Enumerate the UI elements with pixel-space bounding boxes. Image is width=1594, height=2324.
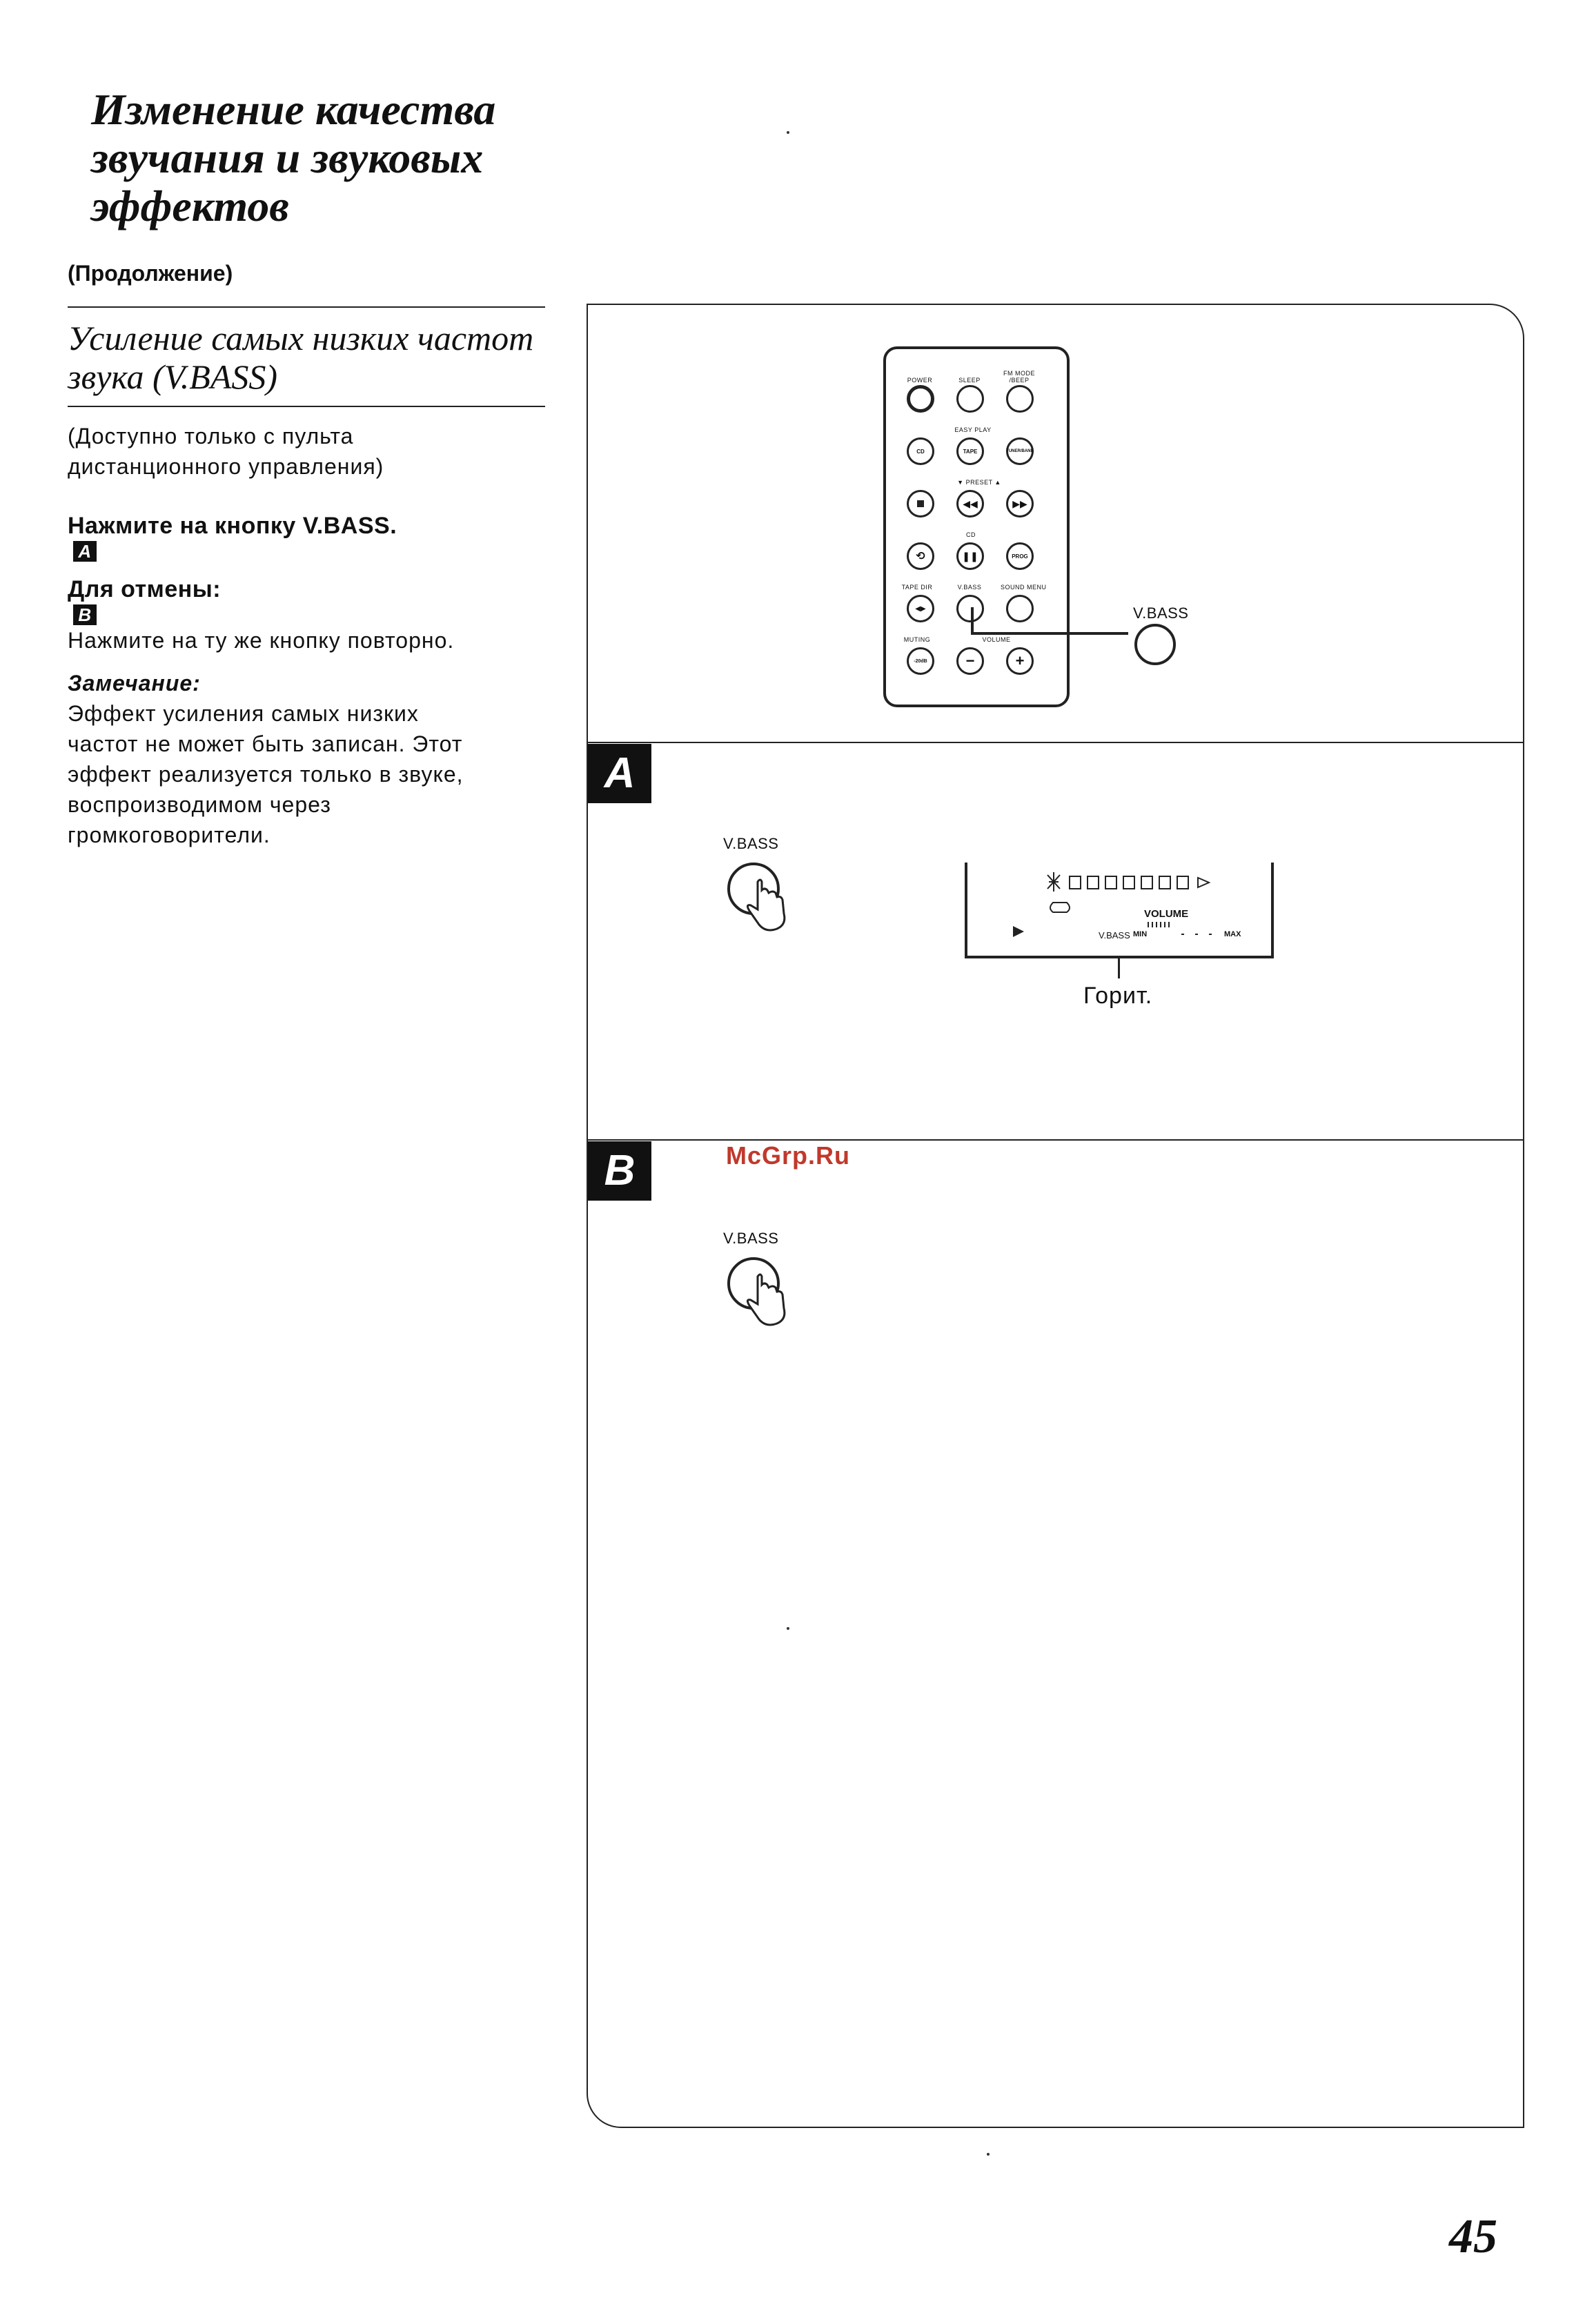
cancel-text: Нажмите на ту же кнопку повторно. bbox=[68, 628, 455, 653]
note-line: Эффект усиления самых низких bbox=[68, 701, 419, 726]
step-a-badge: A bbox=[73, 541, 97, 562]
display-volume-label: VOLUME bbox=[1144, 908, 1189, 920]
display-graphics bbox=[967, 863, 1271, 956]
divider-b bbox=[587, 1139, 1523, 1141]
sleep-label: SLEEP bbox=[958, 377, 981, 384]
prev-button[interactable] bbox=[956, 490, 984, 518]
pressing-hand-icon bbox=[725, 861, 800, 937]
press-instruction bbox=[68, 511, 544, 562]
section-b-badge: B bbox=[588, 1141, 651, 1201]
section-b-hand-label: V.BASS bbox=[723, 1230, 779, 1247]
vbass-callout-button bbox=[1134, 624, 1176, 665]
scan-dot bbox=[787, 1627, 789, 1630]
plus-icon: + bbox=[1015, 652, 1025, 669]
cancel-heading-row bbox=[68, 574, 544, 625]
tape-dir-icon: ◀▶ bbox=[915, 604, 926, 613]
display-panel bbox=[965, 863, 1274, 958]
section-title-line: Усиление самых низких частот bbox=[68, 319, 534, 357]
muting-label: MUTING bbox=[903, 636, 931, 643]
display-vbass-label: V.BASS bbox=[1099, 930, 1130, 941]
note-block bbox=[68, 668, 544, 850]
vbass-callout-label: V.BASS bbox=[1133, 604, 1189, 622]
tape-button-label: TAPE bbox=[963, 448, 978, 455]
continuation-label: (Продолжение) bbox=[68, 261, 233, 286]
power-label: POWER bbox=[907, 377, 933, 384]
repeat-button[interactable] bbox=[907, 542, 934, 570]
repeat-icon: ⟲ bbox=[916, 551, 925, 562]
tuner-button-label: TUNER/BAND bbox=[1006, 449, 1034, 453]
divider-a bbox=[587, 742, 1523, 743]
page-number: 45 bbox=[1449, 2210, 1497, 2263]
cancel-heading: Для отмены: bbox=[68, 576, 222, 602]
muting-button[interactable] bbox=[907, 647, 934, 675]
cancel-block bbox=[68, 574, 544, 656]
next-button[interactable] bbox=[1006, 490, 1034, 518]
prog-button-label: PROG bbox=[1012, 553, 1028, 560]
vbass-remote-label: V.BASS bbox=[957, 584, 982, 591]
watermark: McGrp.Ru bbox=[726, 1141, 851, 1170]
power-button[interactable] bbox=[907, 385, 934, 413]
stop-button[interactable] bbox=[907, 490, 934, 518]
section-title bbox=[68, 319, 551, 396]
cd-button-label: CD bbox=[916, 448, 925, 455]
preset-label: ▼ PRESET ▲ bbox=[957, 479, 1001, 486]
pause-button[interactable] bbox=[956, 542, 984, 570]
sleep-button[interactable] bbox=[956, 385, 984, 413]
note-line: громкоговорители. bbox=[68, 823, 270, 847]
page-title bbox=[91, 86, 616, 230]
fast-forward-icon: ▶▶ bbox=[1012, 498, 1027, 509]
availability-line: дистанционного управления) bbox=[68, 454, 384, 479]
rewind-icon: ◀◀ bbox=[963, 498, 978, 509]
display-caption: Горит. bbox=[1083, 983, 1153, 1009]
easy-play-label: EASY PLAY bbox=[954, 426, 992, 433]
sound-menu-label: SOUND MENU bbox=[1001, 584, 1047, 591]
cd-label-2: CD bbox=[966, 531, 976, 538]
section-a-badge: A bbox=[588, 744, 651, 803]
tape-button[interactable] bbox=[956, 437, 984, 465]
availability-line: (Доступно только с пульта bbox=[68, 424, 354, 449]
scan-dot bbox=[787, 131, 789, 134]
pressing-hand-icon bbox=[725, 1256, 800, 1332]
volume-remote-label: VOLUME bbox=[982, 636, 1011, 643]
tape-dir-button[interactable] bbox=[907, 595, 934, 622]
section-rule-bottom bbox=[68, 406, 545, 407]
pause-icon: ❚❚ bbox=[962, 550, 978, 562]
display-min-label: MIN bbox=[1133, 930, 1148, 938]
prog-button[interactable] bbox=[1006, 542, 1034, 570]
section-title-line: звука (V.BASS) bbox=[68, 357, 278, 396]
step-b-badge: B bbox=[73, 604, 97, 625]
minus-icon: − bbox=[965, 652, 975, 669]
note-line: воспроизводимом через bbox=[68, 792, 331, 817]
beep-label: /BEEP bbox=[1009, 377, 1030, 384]
title-line: Изменение качества bbox=[91, 85, 496, 134]
fm-mode-button[interactable] bbox=[1006, 385, 1034, 413]
stop-icon bbox=[917, 500, 924, 507]
cd-button[interactable] bbox=[907, 437, 934, 465]
disc-indicators bbox=[1070, 876, 1188, 889]
scan-dot bbox=[987, 2153, 990, 2156]
fm-mode-label: FM MODE bbox=[1003, 370, 1035, 377]
press-instruction-text: Нажмите на кнопку V.BASS. bbox=[68, 513, 397, 539]
title-line: звучания и звуковых bbox=[91, 133, 484, 182]
note-line: частот не может быть записан. Этот bbox=[68, 731, 463, 756]
tuner-band-button[interactable] bbox=[1006, 437, 1034, 465]
note-line: эффект реализуется только в звуке, bbox=[68, 762, 464, 787]
section-rule-top bbox=[68, 306, 545, 308]
title-line: эффектов bbox=[91, 181, 289, 230]
note-heading: Замечание: bbox=[68, 671, 201, 696]
section-a-hand-label: V.BASS bbox=[723, 835, 779, 852]
display-max-label: MAX bbox=[1224, 930, 1241, 938]
minus20-label: -20dB bbox=[914, 658, 927, 664]
caption-leader-line bbox=[1118, 958, 1120, 978]
tape-dir-label: TAPE DIR bbox=[901, 584, 933, 591]
availability-note bbox=[68, 421, 544, 482]
